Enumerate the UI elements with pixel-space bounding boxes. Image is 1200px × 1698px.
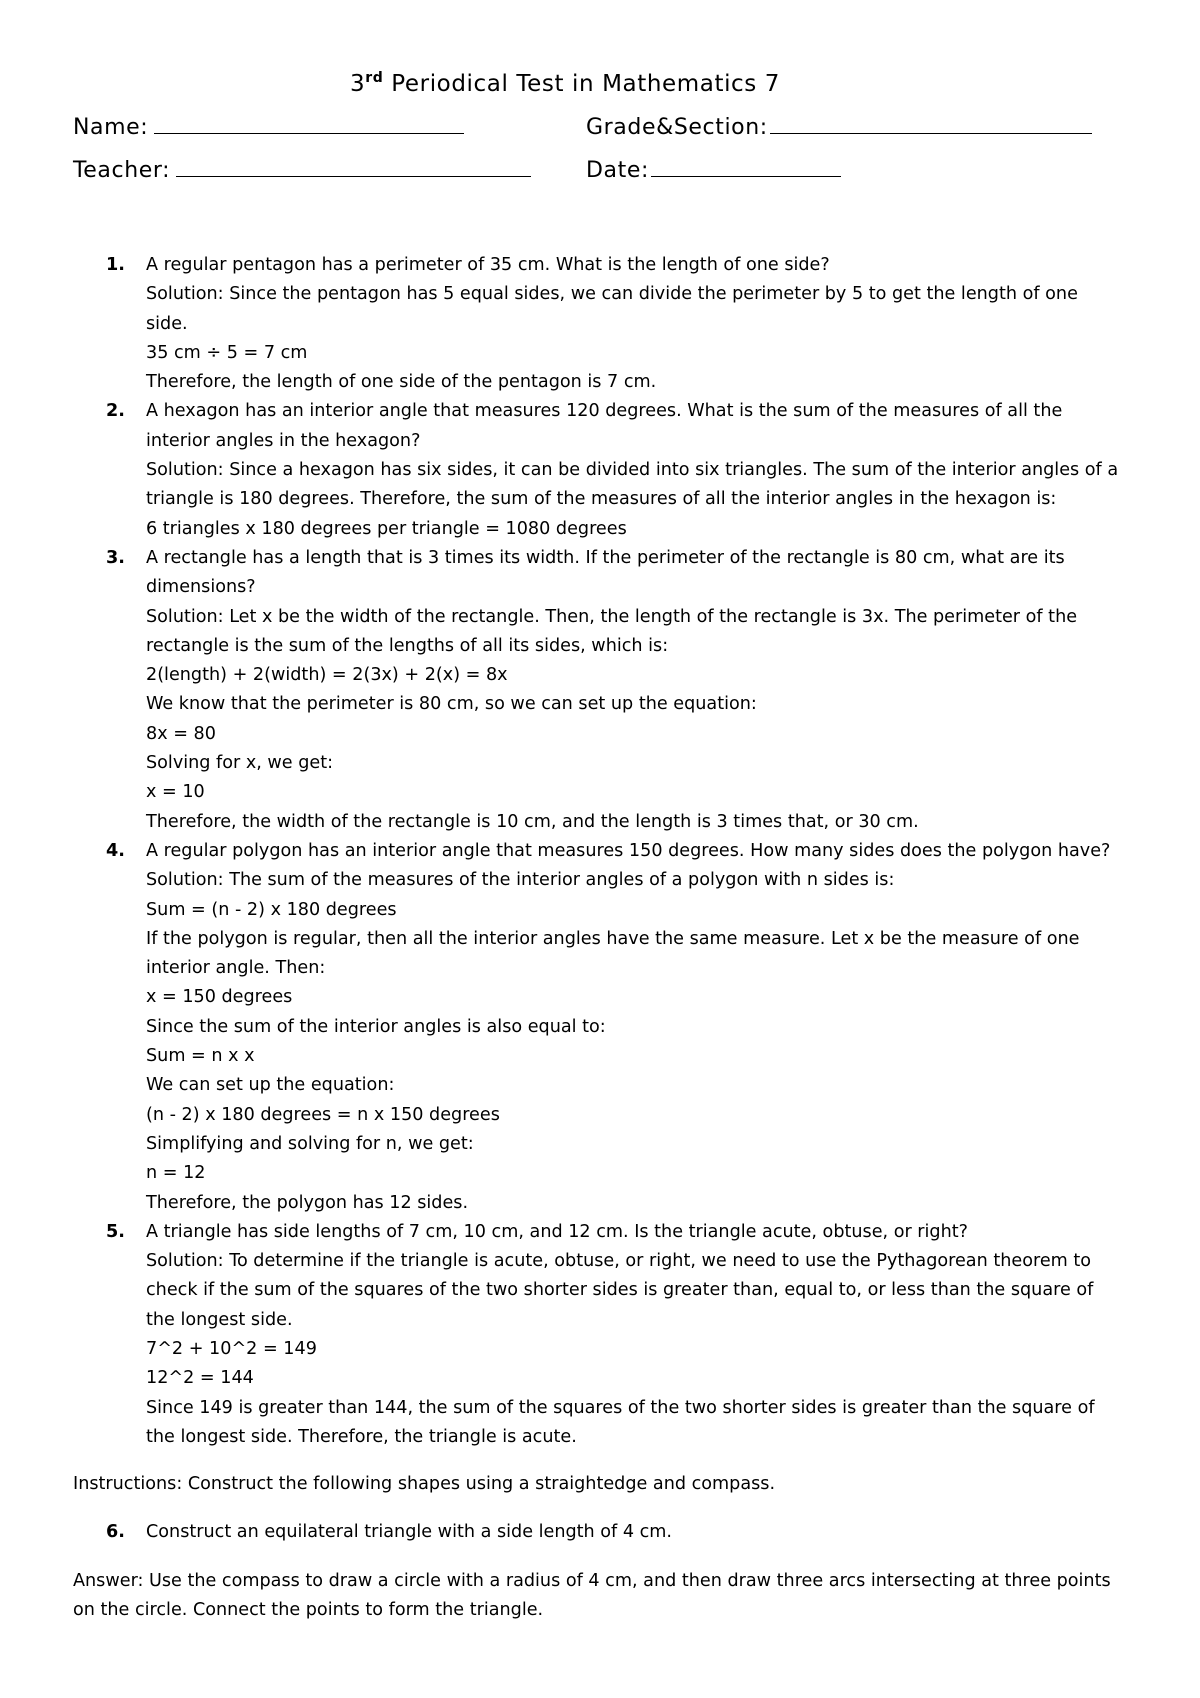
question-item <box>73 837 1138 1218</box>
question-number: 6. <box>106 1522 125 1542</box>
question-6-text: Construct an equilateral triangle with a side length of 4 cm. <box>146 1522 673 1542</box>
solution-line: 7^2 + 10^2 = 149 <box>146 1338 317 1359</box>
solution-line: check if the sum of the squares of the two shorter sides is greater than, equal to, or less than the square of <box>146 1280 1094 1301</box>
question-text: A triangle has side lengths of 7 cm, 10 cm, and 12 cm. Is the triangle acute, obtuse, or right? <box>146 1221 968 1242</box>
solution-line: rectangle is the sum of the lengths of all its sides, which is: <box>146 635 669 656</box>
answer-line-2: on the circle. Connect the points to form the triangle. <box>73 1600 544 1621</box>
solution-line: Therefore, the width of the rectangle is 10 cm, and the length is 3 times that, or 30 cm. <box>146 811 919 832</box>
grade-section-label: Grade&Section: <box>586 115 768 140</box>
solution-line: Solution: Since the pentagon has 5 equal sides, we can divide the perimeter by 5 to get the length of one <box>146 284 1078 305</box>
solution-line: Solution: The sum of the measures of the interior angles of a polygon with n sides is: <box>146 870 895 891</box>
question-number: 3. <box>106 547 125 568</box>
solution-line: Solution: Let x be the width of the rectangle. Then, the length of the rectangle is 3x. The perimeter of the <box>146 606 1078 627</box>
solution-line: 6 triangles x 180 degrees per triangle = 1080 degrees <box>146 518 627 539</box>
solution-line: 2(length) + 2(width) = 2(3x) + 2(x) = 8x <box>146 665 508 686</box>
question-item <box>73 397 1138 543</box>
solution-line: interior angle. Then: <box>146 958 326 979</box>
solution-line: Solution: To determine if the triangle is acute, obtuse, or right, we need to use the Pythagorean theorem to <box>146 1251 1092 1272</box>
questions-section <box>73 251 1138 1452</box>
solution-line: n = 12 <box>146 1163 206 1184</box>
answer-line-1: Answer: Use the compass to draw a circle with a radius of 4 cm, and then draw three arcs intersecting at three points <box>73 1571 1111 1591</box>
teacher-blank-line <box>176 156 531 177</box>
question-item <box>73 1218 1138 1452</box>
solution-line: Solving for x, we get: <box>146 753 334 774</box>
solution-line: (n - 2) x 180 degrees = n x 150 degrees <box>146 1104 500 1125</box>
solution-line: Since 149 is greater than 144, the sum of the squares of the two shorter sides is greater than the square of <box>146 1397 1095 1418</box>
solution-line: x = 150 degrees <box>146 987 293 1008</box>
question-number: 5. <box>106 1221 125 1242</box>
question-text: A hexagon has an interior angle that measures 120 degrees. What is the sum of the measures of all the <box>146 401 1063 422</box>
title-superscript: rd <box>365 70 384 86</box>
question-text: A rectangle has a length that is 3 times its width. If the perimeter of the rectangle is 80 cm, what are its <box>146 547 1065 568</box>
solution-line: interior angles in the hexagon? <box>146 430 421 451</box>
grade-section-blank-line <box>770 113 1092 134</box>
solution-line: We can set up the equation: <box>146 1075 395 1096</box>
question-6 <box>73 1518 1138 1547</box>
solution-line: Therefore, the length of one side of the pentagon is 7 cm. <box>146 372 657 393</box>
solution-line: the longest side. Therefore, the triangle is acute. <box>146 1426 577 1447</box>
solution-line: 35 cm ÷ 5 = 7 cm <box>146 342 308 363</box>
date-blank-line <box>651 156 841 177</box>
question-text: A regular polygon has an interior angle that measures 150 degrees. How many sides does the polygon have? <box>146 840 1111 861</box>
solution-line: 8x = 80 <box>146 723 216 744</box>
answer-block <box>73 1567 1138 1626</box>
date-field <box>586 156 841 183</box>
solution-line: the longest side. <box>146 1309 293 1330</box>
solution-line: triangle is 180 degrees. Therefore, the sum of the measures of all the interior angles in the hexagon is: <box>146 489 1057 510</box>
date-label: Date: <box>586 158 649 183</box>
title-rest: Periodical Test in Mathematics 7 <box>383 71 781 97</box>
question-item <box>73 544 1138 837</box>
title-prefix: 3 <box>349 71 366 97</box>
question-number: 1. <box>106 255 125 275</box>
name-field <box>73 113 464 140</box>
name-blank-line <box>154 113 464 134</box>
solution-line: If the polygon is regular, then all the interior angles have the same measure. Let x be the measure of one <box>146 928 1080 949</box>
solution-line: dimensions? <box>146 577 256 598</box>
question-number: 2. <box>106 401 125 422</box>
grade-section-field <box>586 113 1092 140</box>
question-number: 4. <box>106 840 125 861</box>
solution-line: side. <box>146 313 188 334</box>
solution-line: We know that the perimeter is 80 cm, so we can set up the equation: <box>146 694 757 715</box>
solution-line: Solution: Since a hexagon has six sides, it can be divided into six triangles. The sum of the interior angles of a <box>146 460 1119 481</box>
page-title <box>0 70 1130 97</box>
solution-line: 12^2 = 144 <box>146 1368 254 1389</box>
question-text: A regular pentagon has a perimeter of 35 cm. What is the length of one side? <box>146 255 830 275</box>
solution-line: Simplifying and solving for n, we get: <box>146 1133 474 1154</box>
teacher-label: Teacher: <box>73 158 171 183</box>
instructions: Instructions: Construct the following shapes using a straightedge and compass. <box>73 1474 776 1494</box>
teacher-field <box>73 156 531 183</box>
question-item <box>73 251 1138 397</box>
solution-line: Therefore, the polygon has 12 sides. <box>146 1192 469 1213</box>
solution-line: Sum = (n - 2) x 180 degrees <box>146 899 397 920</box>
solution-line: Since the sum of the interior angles is also equal to: <box>146 1016 606 1037</box>
solution-line: x = 10 <box>146 782 205 803</box>
name-label: Name: <box>73 115 149 140</box>
solution-line: Sum = n x x <box>146 1046 255 1067</box>
question-list <box>73 251 1138 1452</box>
